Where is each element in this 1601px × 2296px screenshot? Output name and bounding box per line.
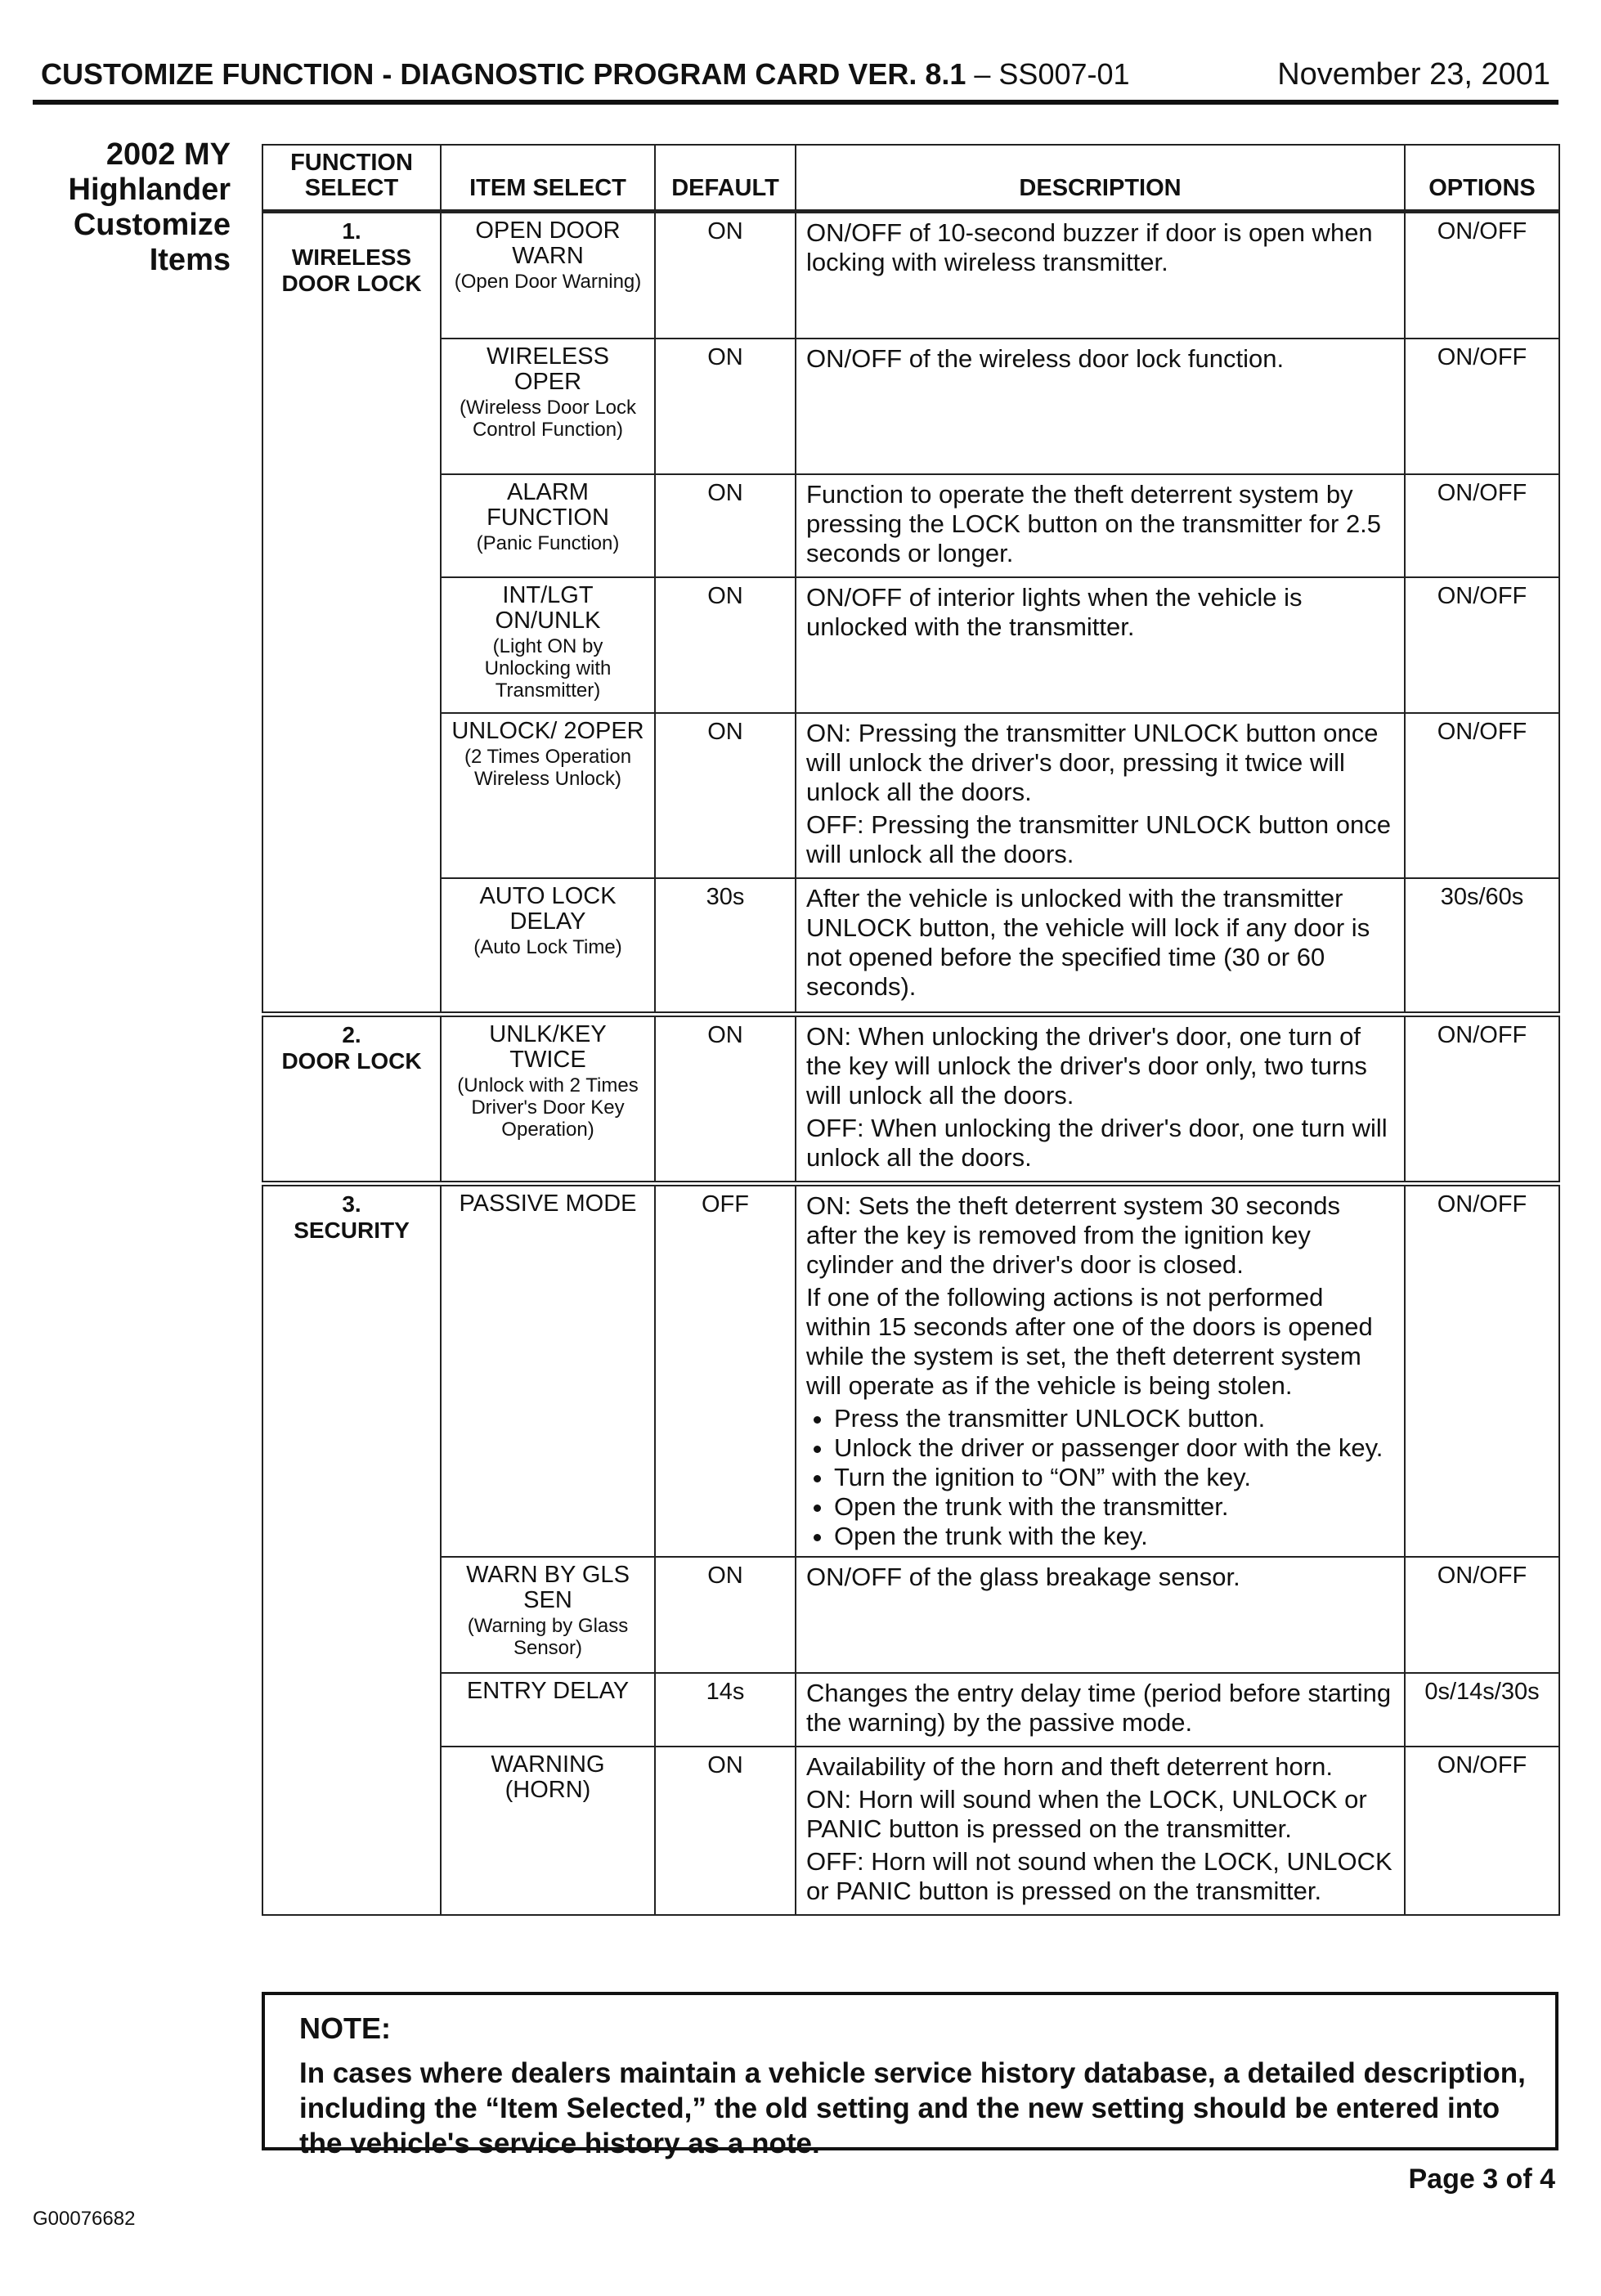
item-cell: [441, 1557, 655, 1673]
default-value: 14s: [655, 1673, 796, 1747]
description-text: Function to operate the theft deterrent system by pressing the LOCK button on the transmitter for 2.5 seconds or longer.: [806, 480, 1382, 567]
document-title-bold: CUSTOMIZE FUNCTION - DIAGNOSTIC PROGRAM CARD VER. 8.1: [41, 57, 966, 91]
function-cell-door-lock: [262, 1015, 441, 1184]
item-cell: [441, 1747, 655, 1915]
default-value: ON: [655, 1557, 796, 1673]
item-cell: [441, 212, 655, 339]
description-text: After the vehicle is unlocked with the transmitter UNLOCK button, the vehicle will lock if any door is not opened before the specified time (30 or 60 seconds).: [806, 884, 1370, 1001]
function-name: WIRELESS DOOR LOCK: [281, 244, 422, 296]
list-item: • Unlock the driver or passenger door with the key.: [834, 1433, 1394, 1463]
item-subtitle: (2 Times Operation Wireless Unlock): [464, 746, 632, 790]
page-header: [33, 54, 1558, 105]
item-name: ENTRY DELAY: [466, 1678, 630, 1704]
item-subtitle: (Warning by Glass Sensor): [467, 1615, 629, 1659]
item-name: WARN BY GLS SEN: [466, 1562, 630, 1613]
options-value: ON/OFF: [1405, 339, 1559, 474]
item-subtitle: (Wireless Door Lock Control Function): [459, 397, 637, 441]
document-code: – SS007-01: [966, 57, 1130, 91]
item-cell: [441, 339, 655, 474]
table-row: [262, 1747, 1559, 1915]
table-row: [262, 1673, 1559, 1747]
description-cell: [796, 1747, 1405, 1915]
table-row: [262, 1557, 1559, 1673]
table-row: [262, 339, 1559, 474]
table-row: [262, 878, 1559, 1015]
document-title: [41, 57, 1130, 92]
description-cell: [796, 1557, 1405, 1673]
item-subtitle: (Open Door Warning): [454, 271, 642, 293]
options-value: 0s/14s/30s: [1405, 1673, 1559, 1747]
item-name: WIRELESS OPER: [487, 343, 609, 395]
options-value: ON/OFF: [1405, 1015, 1559, 1184]
table-header-row: [262, 145, 1559, 212]
item-name: UNLOCK/ 2OPER: [451, 718, 644, 744]
list-item: • Press the transmitter UNLOCK button.: [834, 1404, 1394, 1433]
options-value: ON/OFF: [1405, 713, 1559, 878]
options-value: 30s/60s: [1405, 878, 1559, 1015]
note-text: In cases where dealers maintain a vehicle service history database, a detailed description, including the “Item Selected,” the old setting and the new setting should be entered into the vehicle's service history as a note.: [299, 2057, 1526, 2159]
item-subtitle: (Light ON by Unlocking with Transmitter): [484, 635, 612, 702]
description-text: OFF: Horn will not sound when the LOCK, UNLOCK or PANIC button is pressed on the transmitter.: [806, 1847, 1392, 1905]
default-value: ON: [655, 577, 796, 713]
default-value: OFF: [655, 1184, 796, 1558]
side-heading-line4: Items: [149, 243, 231, 277]
function-number: 2.: [342, 1022, 361, 1047]
description-cell: [796, 1184, 1405, 1558]
item-name: OPEN DOOR WARN: [475, 217, 621, 269]
default-value: ON: [655, 1015, 796, 1184]
description-text: ON: Horn will sound when the LOCK, UNLOCK or PANIC button is pressed on the transmitter.: [806, 1785, 1367, 1843]
description-cell: [796, 713, 1405, 878]
customize-items-table: [262, 144, 1560, 1916]
list-item: • Open the trunk with the key.: [834, 1522, 1394, 1551]
item-cell: [441, 577, 655, 713]
description-cell: [796, 1673, 1405, 1747]
description-cell: [796, 577, 1405, 713]
table-row: [262, 577, 1559, 713]
description-text: OFF: When unlocking the driver's door, one turn will unlock all the doors.: [806, 1114, 1388, 1172]
default-value: ON: [655, 212, 796, 339]
item-name: UNLK/KEY TWICE: [489, 1021, 607, 1073]
document-id: G00076682: [33, 2208, 136, 2230]
description-text: ON/OFF of the wireless door lock function.: [806, 344, 1285, 373]
item-name: AUTO LOCK DELAY: [479, 883, 617, 935]
description-text: Availability of the horn and theft deterrent horn.: [806, 1752, 1333, 1781]
col-header-options: OPTIONS: [1405, 145, 1559, 212]
description-cell: [796, 339, 1405, 474]
options-value: ON/OFF: [1405, 1557, 1559, 1673]
table-row: [262, 212, 1559, 339]
note-label: NOTE:: [299, 2011, 391, 2045]
table-row: [262, 713, 1559, 878]
side-heading-line3: Customize: [73, 208, 231, 242]
description-cell: [796, 212, 1405, 339]
description-text: OFF: Pressing the transmitter UNLOCK button once will unlock all the doors.: [806, 810, 1391, 868]
table-row: [262, 474, 1559, 577]
default-value: ON: [655, 474, 796, 577]
item-name: WARNING (HORN): [491, 1751, 605, 1803]
default-value: ON: [655, 713, 796, 878]
function-name: SECURITY: [294, 1218, 410, 1243]
item-cell: [441, 1184, 655, 1558]
function-number: 1.: [342, 218, 361, 244]
note-box: [262, 1992, 1558, 2159]
table-row: [262, 1184, 1559, 1558]
description-cell: [796, 878, 1405, 1015]
options-value: ON/OFF: [1405, 1184, 1559, 1558]
col-header-function: FUNCTION SELECT: [262, 145, 441, 212]
side-heading-year: 2002 MY: [105, 137, 231, 172]
description-text: ON: Pressing the transmitter UNLOCK button once will unlock the driver's door, pressing it twice will unlock all the doors.: [806, 719, 1379, 806]
page-number: Page 3 of 4: [1408, 2164, 1555, 2195]
item-subtitle: (Panic Function): [476, 532, 620, 554]
item-cell: [441, 1673, 655, 1747]
options-value: ON/OFF: [1405, 577, 1559, 713]
item-subtitle: (Auto Lock Time): [473, 936, 622, 958]
action-list: [806, 1404, 1394, 1551]
list-item: • Open the trunk with the transmitter.: [834, 1492, 1394, 1522]
description-cell: [796, 474, 1405, 577]
item-cell: [441, 713, 655, 878]
description-text: ON: Sets the theft deterrent system 30 seconds after the key is removed from the ignition key cylinder and the driver's door is closed.: [806, 1191, 1341, 1279]
document-date: November 23, 2001: [1277, 57, 1550, 92]
item-subtitle: (Unlock with 2 Times Driver's Door Key Operation): [457, 1074, 639, 1141]
item-cell: [441, 474, 655, 577]
description-text: ON: When unlocking the driver's door, one turn of the key will unlock the driver's door only, two turns will unlock all the doors.: [806, 1022, 1367, 1110]
default-value: ON: [655, 339, 796, 474]
item-cell: [441, 1015, 655, 1184]
options-value: ON/OFF: [1405, 1747, 1559, 1915]
function-name: DOOR LOCK: [281, 1048, 422, 1074]
side-heading-model: Highlander: [68, 173, 231, 207]
item-name: PASSIVE MODE: [459, 1191, 637, 1217]
description-text: ON/OFF of interior lights when the vehicle is unlocked with the transmitter.: [806, 583, 1303, 641]
default-value: ON: [655, 1747, 796, 1915]
item-cell: [441, 878, 655, 1015]
function-number: 3.: [342, 1191, 361, 1217]
function-cell-security: [262, 1184, 441, 1916]
item-name: INT/LGT ON/UNLK: [495, 582, 601, 634]
item-name: ALARM FUNCTION: [487, 479, 609, 531]
options-value: ON/OFF: [1405, 212, 1559, 339]
options-value: ON/OFF: [1405, 474, 1559, 577]
description-text: ON/OFF of 10-second buzzer if door is open when locking with wireless transmitter.: [806, 218, 1373, 276]
function-cell-wireless-door-lock: [262, 212, 441, 1015]
col-header-item: ITEM SELECT: [441, 145, 655, 212]
description-text: If one of the following actions is not performed within 15 seconds after one of the doors is opened while the system is set, the theft deterrent system will operate as if the vehicle is being stolen.: [806, 1283, 1373, 1400]
description-cell: [796, 1015, 1405, 1184]
default-value: 30s: [655, 878, 796, 1015]
side-heading: [33, 137, 231, 278]
description-text: Changes the entry delay time (period before starting the warning) by the passive mode.: [806, 1679, 1392, 1737]
col-header-description: DESCRIPTION: [796, 145, 1405, 212]
list-item: • Turn the ignition to “ON” with the key.: [834, 1463, 1394, 1492]
col-header-default: DEFAULT: [655, 145, 796, 212]
description-text: ON/OFF of the glass breakage sensor.: [806, 1563, 1240, 1591]
table-row: [262, 1015, 1559, 1184]
